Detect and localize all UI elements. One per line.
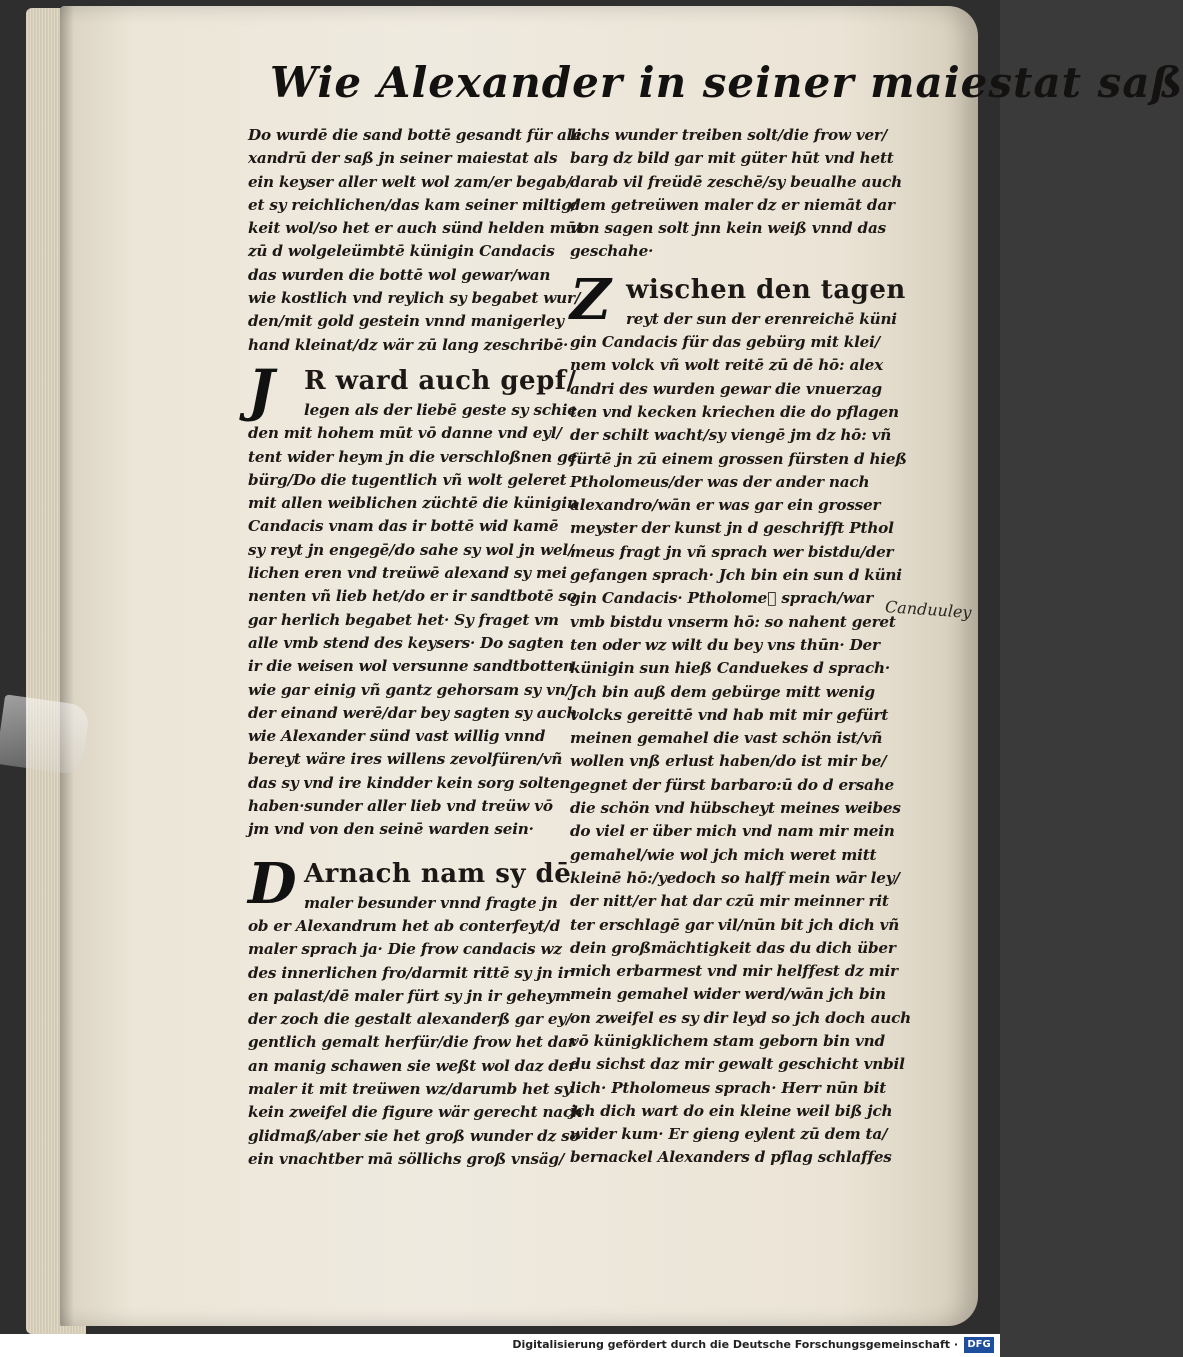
text-line: mein gemahel wider werd/wān jch bin xyxy=(570,985,886,1004)
plastic-clip xyxy=(0,694,90,775)
spine-shadow xyxy=(60,6,74,1326)
text-line: wollen vnß erlust haben/do ist mir be/ xyxy=(570,752,887,771)
text-line: vō künigklichem stam geborn bin vnd xyxy=(570,1031,885,1050)
text-line: maler besunder vnnd fragte jn xyxy=(304,893,558,912)
text-line: dem getreüwen maler dz er niemāt dar xyxy=(570,195,895,214)
text-line: xandrū der saß jn seiner maiestat als xyxy=(248,149,558,168)
text-line: wider kum· Er gieng eylent zū dem ta/ xyxy=(570,1125,888,1144)
text-line: künigin sun hieß Canduekes d sprach· xyxy=(570,659,890,678)
text-line: ten oder wz wilt du bey vns thūn· Der xyxy=(570,635,880,654)
text-line: das wurden die bottē wol gewar/wan xyxy=(248,265,551,284)
text-line: dein großmächtigkeit das du dich über xyxy=(570,938,896,957)
text-line: keit wol/so het er auch sünd helden mūt xyxy=(248,219,584,238)
right-block-1 xyxy=(570,124,902,264)
text-line: zū d wolgeleümbtē künigin Candacis xyxy=(248,242,555,261)
text-line: von sagen solt jnn kein weiß vnnd das xyxy=(570,219,886,238)
text-line: vmb bistdu vnserm hō: so nahent geret xyxy=(570,612,896,631)
text-line: alle vmb stend des keysers· Do sagten xyxy=(248,633,564,652)
drop-cap: D xyxy=(248,850,297,917)
text-line: maler it mit treüwen wz/darumb het sy xyxy=(248,1079,572,1098)
left-section-3-text xyxy=(248,892,583,1172)
text-line: lichen eren vnd treüwē alexand sy mei xyxy=(248,564,567,583)
text-line: gin Candacis· Ptholomeᷤ sprach/war xyxy=(570,589,874,608)
text-line: wie gar einig vñ gantz gehorsam sy vn/ xyxy=(248,680,571,699)
text-line: do viel er über mich vnd nam mir mein xyxy=(570,822,895,841)
text-line: gegnet der fürst barbaro:ū do d ersahe xyxy=(570,775,895,794)
text-line: gar herlich begabet het· Sy fraget vm xyxy=(248,610,559,629)
left-column xyxy=(248,124,584,1171)
text-line: mit allen weiblichen züchtē die künigin xyxy=(248,494,578,513)
text-line: wie Alexander sünd vast willig vnnd xyxy=(248,727,546,746)
margin-note: Canduuley xyxy=(884,597,973,622)
text-line: du sichst daz mir gewalt geschicht vnbil xyxy=(570,1055,905,1074)
section-heading: wischen den tagen xyxy=(626,274,906,305)
text-line: ein vnachtber mā söllichs groß vnsäg/ xyxy=(248,1149,565,1168)
text-line: hand kleinat/dz wär zū lang zeschribē· xyxy=(248,335,569,354)
right-section-2-text xyxy=(570,308,911,1170)
text-line: tent wider heym jn die verschloßnen ge xyxy=(248,447,577,466)
text-line: ten vnd kecken kriechen die do pflagen xyxy=(570,402,899,421)
text-line: gefangen sprach· Jch bin ein sun d küni xyxy=(570,566,902,585)
section-heading: R ward auch gepf/ xyxy=(304,365,577,396)
right-column xyxy=(570,124,911,1170)
text-line: der zoch die gestalt alexanderß gar ey/ xyxy=(248,1010,572,1029)
text-line: der einand werē/dar bey sagten sy auch xyxy=(248,703,578,722)
text-line: fürtē jn zū einem grossen fürsten d hieß xyxy=(570,449,907,468)
text-line: Do wurdē die sand bottē gesandt für ale xyxy=(248,126,582,144)
text-line: das sy vnd ire kindder kein sorg solten xyxy=(248,773,571,792)
text-line: des innerlichen fro/darmit rittē sy jn ir xyxy=(248,963,572,982)
text-line: lichs wunder treiben solt/die frow ver/ xyxy=(570,126,888,144)
text-line: barg dz bild gar mit güter hūt vnd hett xyxy=(570,149,894,168)
text-line: bereyt wäre ires willens zevolfüren/vñ xyxy=(248,750,563,769)
right-section-2 xyxy=(570,266,911,1170)
text-line: ter erschlagē gar vil/nūn bit jch dich vñ xyxy=(570,915,900,934)
text-line: den mit hohem mūt vō danne vnd eyl/ xyxy=(248,424,562,443)
text-line: alexandro/wān er was gar ein grosser xyxy=(570,496,881,515)
left-section-2 xyxy=(248,357,578,842)
text-line: den/mit gold gestein vnnd manigerley xyxy=(248,312,564,331)
drop-cap: J xyxy=(248,357,275,424)
text-line: maler sprach ja· Die frow candacis wz xyxy=(248,940,562,959)
left-section-3 xyxy=(248,850,583,1172)
text-line: Jch bin auß dem gebürge mitt wenig xyxy=(570,682,875,701)
text-line: darab vil freüdē zeschē/sy beualhe auch xyxy=(570,172,902,191)
text-line: jch dich wart do ein kleine weil biß jch xyxy=(570,1101,893,1120)
text-line: nenten vñ lieb het/do er ir sandtbotē so xyxy=(248,587,577,606)
text-line: der schilt wacht/sy viengē jm dz hō: vñ xyxy=(570,426,892,445)
text-line: reyt der sun der erenreichē küni xyxy=(626,309,897,328)
text-line: en palast/dē maler fürt sy jn ir geheym xyxy=(248,986,571,1005)
text-line: wie kostlich vnd reylich sy begabet wur/ xyxy=(248,289,581,308)
text-line: on zweifel es sy dir leyd so jch doch auch xyxy=(570,1008,911,1027)
text-line: geschahe· xyxy=(570,242,654,261)
text-line: et sy reichlichen/das kam seiner miltig/ xyxy=(248,195,577,214)
text-line: kein zweifel die figure wär gerecht nach xyxy=(248,1103,583,1122)
text-line: legen als der liebē geste sy schie xyxy=(304,400,577,419)
text-line: ein keyser aller welt wol zam/er begab/ xyxy=(248,172,572,191)
text-line: sy reyt jn engegē/do sahe sy wol jn wel/ xyxy=(248,540,574,559)
dfg-logo: DFG xyxy=(964,1337,994,1353)
running-title: Wie Alexander in seiner maiestat saß xyxy=(270,58,1183,107)
text-line: volcks gereittē vnd hab mit mir gefürt xyxy=(570,705,889,724)
text-line: kleinē hō:/yedoch so halff mein wār ley/ xyxy=(570,868,900,887)
drop-cap: Z xyxy=(570,266,611,333)
text-line: jm vnd von den seinē warden sein· xyxy=(248,820,534,839)
text-line: gemahel/wie wol jch mich weret mitt xyxy=(570,845,877,864)
text-line: ir die weisen wol versunne sandtbotten xyxy=(248,657,574,676)
text-line: glidmaß/aber sie het groß wunder dz so xyxy=(248,1126,580,1145)
text-line: an manig schawen sie weßt wol daz der xyxy=(248,1056,576,1075)
left-section-2-text xyxy=(248,399,578,842)
text-line: haben·sunder aller lieb vnd treüw vō xyxy=(248,797,553,816)
left-block-1 xyxy=(248,124,584,357)
text-line: meinen gemahel die vast schön ist/vñ xyxy=(570,729,883,748)
text-line: Candacis vnam das ir bottē wid kamē xyxy=(248,517,559,536)
text-line: bürg/Do die tugentlich vñ wolt geleret xyxy=(248,470,567,489)
text-line: meyster der kunst jn d geschrifft Pthol xyxy=(570,519,894,538)
text-line: mich erbarmest vnd mir helffest dz mir xyxy=(570,962,898,981)
text-line: gin Candacis für das gebürg mit klei/ xyxy=(570,333,881,352)
text-line: ob er Alexandrum het ab conterfeyt/d xyxy=(248,916,561,935)
text-line: Ptholomeus/der was der ander nach xyxy=(570,472,870,491)
text-line: nem volck vñ wolt reitē zū dē hō: alex xyxy=(570,356,883,375)
text-line: bernackel Alexanders d pflag schlaffes xyxy=(570,1148,892,1167)
text-line: lich· Ptholomeus sprach· Herr nūn bit xyxy=(570,1078,887,1097)
section-heading: Arnach nam sy dē xyxy=(304,858,572,889)
text-line: meus fragt jn vñ sprach wer bistdu/der xyxy=(570,542,894,561)
footer-text: Digitalisierung gefördert durch die Deutsche Forschungsgemeinschaft · xyxy=(512,1338,958,1351)
text-line: der nitt/er hat dar czū mir meinner rit xyxy=(570,892,889,911)
text-line: gentlich gemalt herfür/die frow het dar xyxy=(248,1033,576,1052)
text-line: andri des wurden gewar die vnuerzag xyxy=(570,379,882,398)
text-line: die schön vnd hübscheyt meines weibes xyxy=(570,799,901,818)
